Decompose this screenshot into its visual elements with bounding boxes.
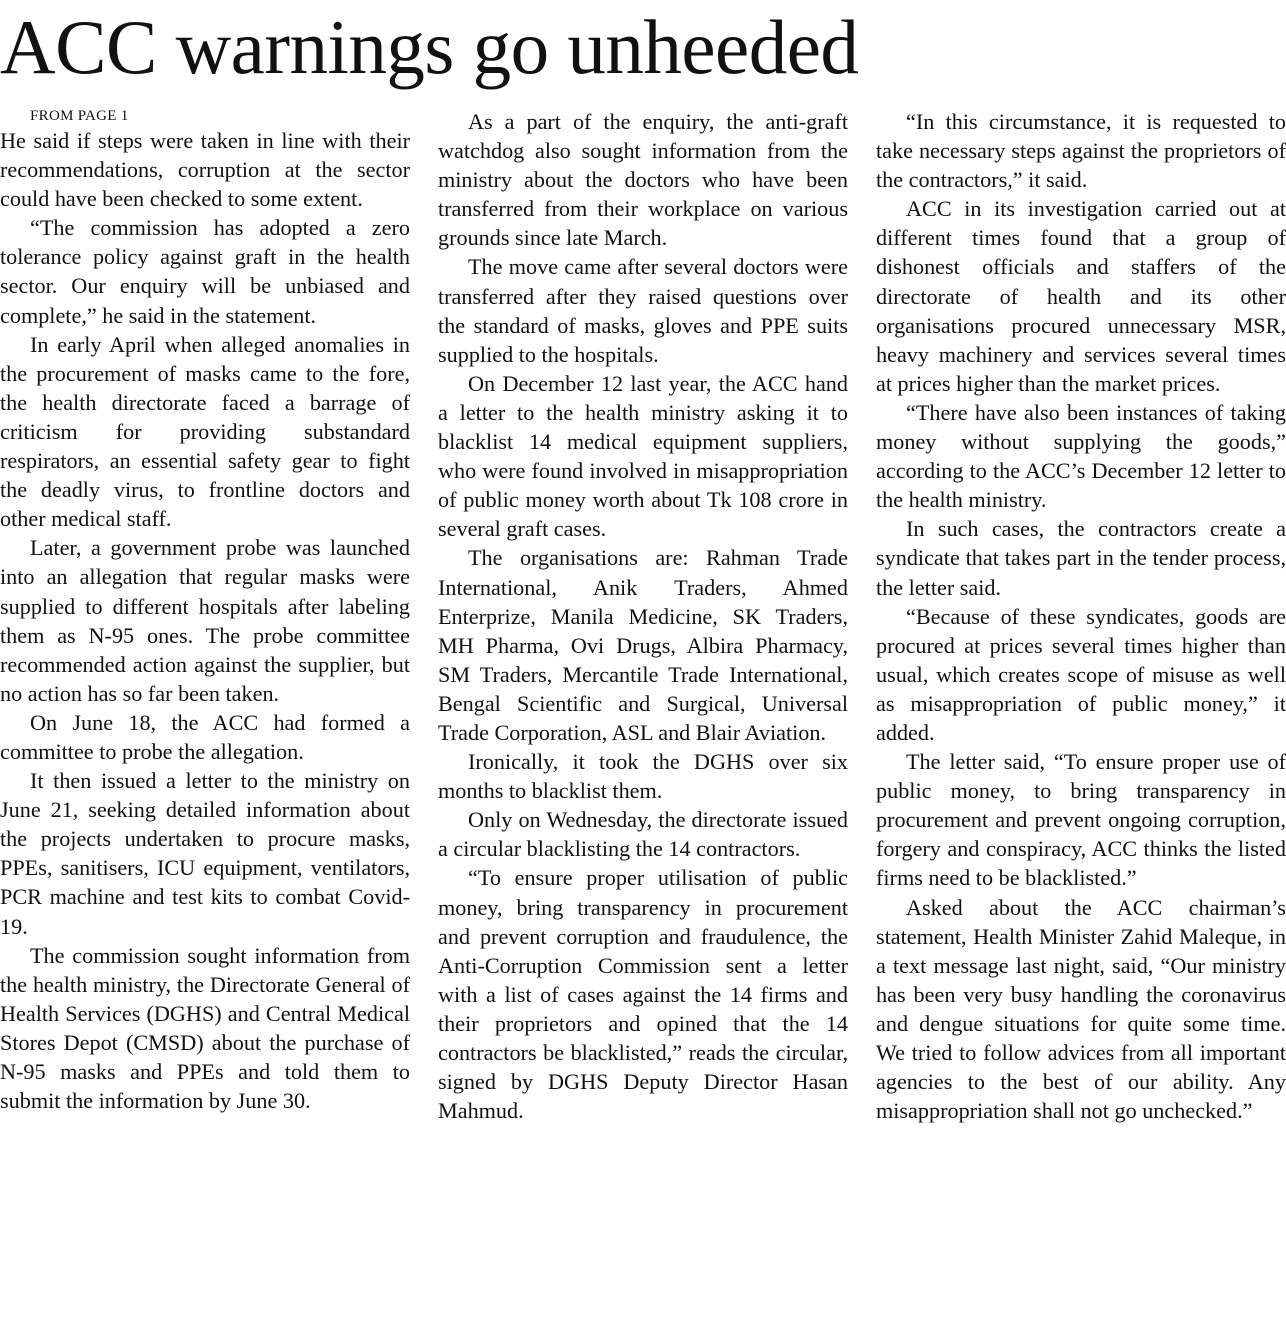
paragraph: “Because of these syndicates, goods are procured at prices several times higher than usual, which creates scope of misuse as well as misappropriation of public money,” it added. [876,603,1286,745]
paragraph: “The commission has adopted a zero tolerance policy against graft in the health sector. Our enquiry will be unbiased and complete,” he said in the statement. [0,215,410,328]
paragraph: The organisations are: Rahman Trade International, Anik Traders, Ahmed Enterprize, Manila Medicine, SK Traders, MH Pharma, Ovi Drugs, Albira Pharmacy, SM Traders, Mercantile Trade International, Bengal Scientific and Surgical, Universal Trade Corporation, ASL and Blair Aviation. [438,545,848,745]
paragraph: The commission sought information from the health ministry, the Directorate General of Health Services (DGHS) and Central Medical Stores Depot (CMSD) about the purchase of N-95 masks and PPEs and told them to submit the information by June 30. [0,942,410,1114]
paragraph: On December 12 last year, the ACC hand a letter to the health ministry asking it to blacklist 14 medical equipment suppliers, who were found involved in misappropriation of public money worth about Tk 108 crore in several graft cases. [438,370,848,542]
headline: ACC warnings go unheeded [0,4,859,90]
paragraph: The letter said, “To ensure proper use of public money, to bring transparency in procurement and prevent ongoing corruption, forgery and conspiracy, ACC thinks the listed firms need to be blacklisted.” [876,749,1286,891]
paragraph: ACC in its investigation carried out at different times found that a group of dishonest officials and staffers of the directorate of health and its other organisations procured unnecessary MSR, heavy machinery and services several times at prices higher than the market prices. [876,196,1286,396]
paragraph: “To ensure proper utilisation of public money, bring transparency in procurement and prevent corruption and fraudulence, the Anti-Corruption Commission sent a letter with a list of cases against the 14 firms and their proprietors and opined that the 14 contractors be blacklisted,” reads the circular, signed by DGHS Deputy Director Hasan Mahmud. [438,865,848,1124]
paragraph: As a part of the enquiry, the anti-graft watchdog also sought information from the ministry about the doctors who have been transferred from their workplace on various grounds since late March. [438,109,848,251]
paragraph: “In this circumstance, it is requested to take necessary steps against the proprietors of the contractors,” it said. [876,109,1286,193]
paragraph: “There have also been instances of taking money without supplying the goods,” according to the ACC’s December 12 letter to the health ministry. [876,399,1286,513]
paragraph: In early April when alleged anomalies in the procurement of masks came to the fore, the health directorate faced a barrage of criticism for providing substandard respirators, an essential safety gear to fight the deadly virus, to frontline doctors and other medical staff. [0,331,410,532]
paragraph: Later, a government probe was launched into an allegation that regular masks were supplied to different hospitals after labeling them as N-95 ones. The probe committee recommended action against the supplier, but no action has so far been taken. [0,535,410,706]
paragraph: It then issued a letter to the ministry on June 21, seeking detailed information about the projects undertaken to procure masks, PPEs, sanitisers, ICU equipment, ventilators, PCR machine and test kits to combat Covid-19. [0,768,410,939]
paragraph: He said if steps were taken in line with their recommendations, corruption at the sector could have been checked to some extent. [0,128,410,212]
continuation-kicker: FROM PAGE 1 [30,108,129,124]
paragraph: Asked about the ACC chairman’s statement, Health Minister Zahid Maleque, in a text message last night, said, “Our ministry has been very busy handling the coronavirus and dengue situations for quite some time. We tried to follow advices from all important agencies to the best of our ability. Any misappropriation shall not go unchecked.” [876,894,1286,1124]
paragraph: In such cases, the contractors create a syndicate that takes part in the tender process, the letter said. [876,516,1286,600]
paragraph: The move came after several doctors were transferred after they raised questions over the standard of masks, gloves and PPE suits supplied to the hospitals. [438,254,848,367]
paragraph: Only on Wednesday, the directorate issued a circular blacklisting the 14 contractors. [438,807,848,862]
paragraph: Ironically, it took the DGHS over six months to blacklist them. [438,749,848,804]
article-column-2 [438,107,848,1125]
article-column-3 [876,107,1286,1125]
article-column-1 [0,106,410,1115]
paragraph: On June 18, the ACC had formed a committee to probe the allegation. [0,709,410,764]
